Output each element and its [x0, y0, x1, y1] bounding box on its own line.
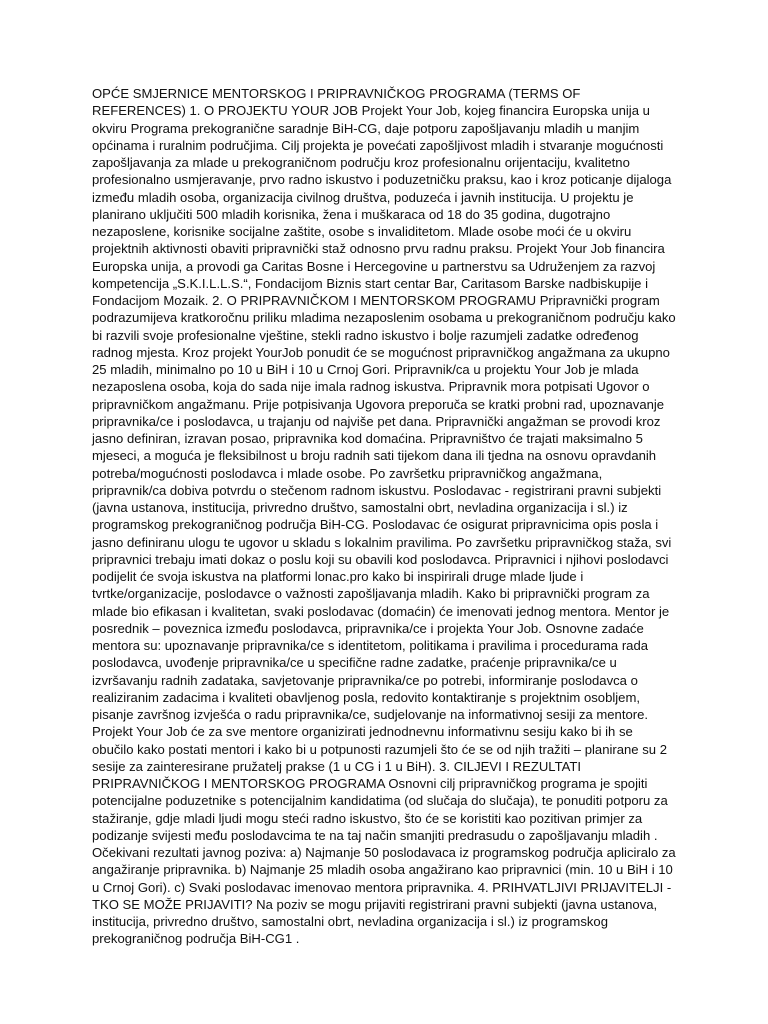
- document-body-text: OPĆE SMJERNICE MENTORSKOG I PRIPRAVNIČKOG PROGRAMA (TERMS OF REFERENCES) 1. O PROJEKTU YOUR JOB Projekt Your Job, kojeg financira Europska unija u okviru Programa prekogranične saradnje BiH-CG, daje potporu zapošljavanju mladih u manjim općinama i ruralnim područjima. Cilj projekta je povećati zapošljivost mladih i stvaranje mogućnosti zapošljavanja za mlade u prekograničnom području kroz profesionalnu orijentaciju, kvalitetno profesionalno usmjeravanje, prvo radno iskustvo i poduzetničku praksu, kao i kroz poticanje dijaloga između mladih osoba, organizacija civilnog društva, poduzeća i javnih institucija. U projektu je planirano uključiti 500 mladih korisnika, žena i muškaraca od 18 do 35 godina, dugotrajno nezaposlene, korisnike socijalne zaštite, osobe s invaliditetom. Mlade osobe moći će u okviru projektnih aktivnosti obaviti pripravnički staž odnosno prvu radnu praksu. Projekt Your Job financira Europska unija, a provodi ga Caritas Bosne i Hercegovine u partnerstvu sa Udruženjem za razvoj kompetencija „S.K.I.L.L.S.“, Fondacijom Biznis start centar Bar, Caritasom Barske nadbiskupije i Fondacijom Mozaik. 2. O PRIPRAVNIČKOM I MENTORSKOM PROGRAMU Pripravnički program podrazumijeva kratkoročnu priliku mladima nezaposlenim osobama u prekograničnom području kako bi razvili svoje profesionalne vještine, stekli radno iskustvo i bolje razumjeli zadatke određenog radnog mjesta. Kroz projekt YourJob ponudit će se mogućnost pripravničkog angažmana za ukupno 25 mladih, minimalno po 10 u BiH i 10 u Crnoj Gori. Pripravnik/ca u projektu Your Job je mlada nezaposlena osoba, koja do sada nije imala radnog iskustva. Pripravnik mora potpisati Ugovor o pripravničkom angažmanu. Prije potpisivanja Ugovora preporuča se kratki probni rad, upoznavanje pripravnika/ce i poslodavca, u trajanju od najviše pet dana. Pripravnički angažman se provodi kroz jasno definiran, izravan posao, pripravnika kod domaćina. Pripravništvo će trajati maksimalno 5 mjeseci, a moguća je fleksibilnost u broju radnih sati tijekom dana ili tjedna na osnovu opravdanih potreba/mogućnosti poslodavca i mlade osobe. Po završetku pripravničkog angažmana, pripravnik/ca dobiva potvrdu o stečenom radnom iskustvu. Poslodavac - registrirani pravni subjekti (javna ustanova, institucija, privredno društvo, samostalni obrt, nevladina organizacija i sl.) iz programskog prekograničnog područja BiH-CG. Poslodavac će osigurat pripravnicima opis posla i jasno definiranu ulogu te ugovor u skladu s lokalnim pravilima. Po završetku pripravničkog staža, svi pripravnici trebaju imati dokaz o poslu koji su obavili kod poslodavca. Pripravnici i njihovi poslodavci podijelit će svoja iskustva na platformi lonac.pro kako bi inspirirali druge mlade ljude i tvrtke/organizacije, poslodavce o važnosti zapošljavanja mladih. Kako bi pripravnički program za mlade bio efikasan i kvalitetan, svaki poslodavac (domaćin) će imenovati jednog mentora. Mentor je posrednik – poveznica između poslodavca, pripravnika/ce i projekta Your Job. Osnovne zadaće mentora su: upoznavanje pripravnika/ce s identitetom, politikama i pravilima i procedurama rada poslodavca, uvođenje pripravnika/ce u specifične radne zadatke, praćenje pripravnika/ce u izvršavanju radnih zadataka, savjetovanje pripravnika/ce po potrebi, informiranje poslodavca o realiziranim zadacima i kvaliteti obavljenog posla, redovito kontaktiranje s projektnim osobljem, pisanje završnog izvješća o radu pripravnika/ce, sudjelovanje na informativnoj sesiji za mentore. Projekt Your Job će za sve mentore organizirati jednodnevnu informativnu sesiju kako bi ih se obučilo kako postati mentori i kako bi u potpunosti razumjeli što će se od njih tražiti – planirane su 2 sesije za zainteresirane pružatelj prakse (1 u CG i 1 u BiH). 3. CILJEVI I REZULTATI PRIPRAVNIČKOG I MENTORSKOG PROGRAMA Osnovni cilj pripravničkog programa je spojiti potencijalne poduzetnike s potencijalnim kandidatima (od slučaja do slučaja), te ponuditi potporu za stažiranje, gdje mladi ljudi mogu steći radno iskustvo, što će se koristiti kao pozitivan primjer za podizanje svijesti među poslodavcima te na taj način smanjiti predrasudu o zapošljavanju mladih . Očekivani rezultati javnog poziva: a) Najmanje 50 poslodavaca iz programskog područja apliciralo za angažiranje pripravnika. b) Najmanje 25 mladih osoba angažirano kao pripravnici (min. 10 u BiH i 10 u Crnoj Gori). c) Svaki poslodavac imenovao mentora pripravnika. 4. PRIHVATLJIVI PRIJAVITELJI - TKO SE MOŽE PRIJAVITI? Na poziv se mogu prijaviti registrirani pravni subjekti (javna ustanova, institucija, privredno društvo, samostalni obrt, nevladina organizacija i sl.) iz programskog prekograničnog područja BiH-CG1 .: [92, 86, 676, 947]
- document-page: [92, 85, 676, 948]
